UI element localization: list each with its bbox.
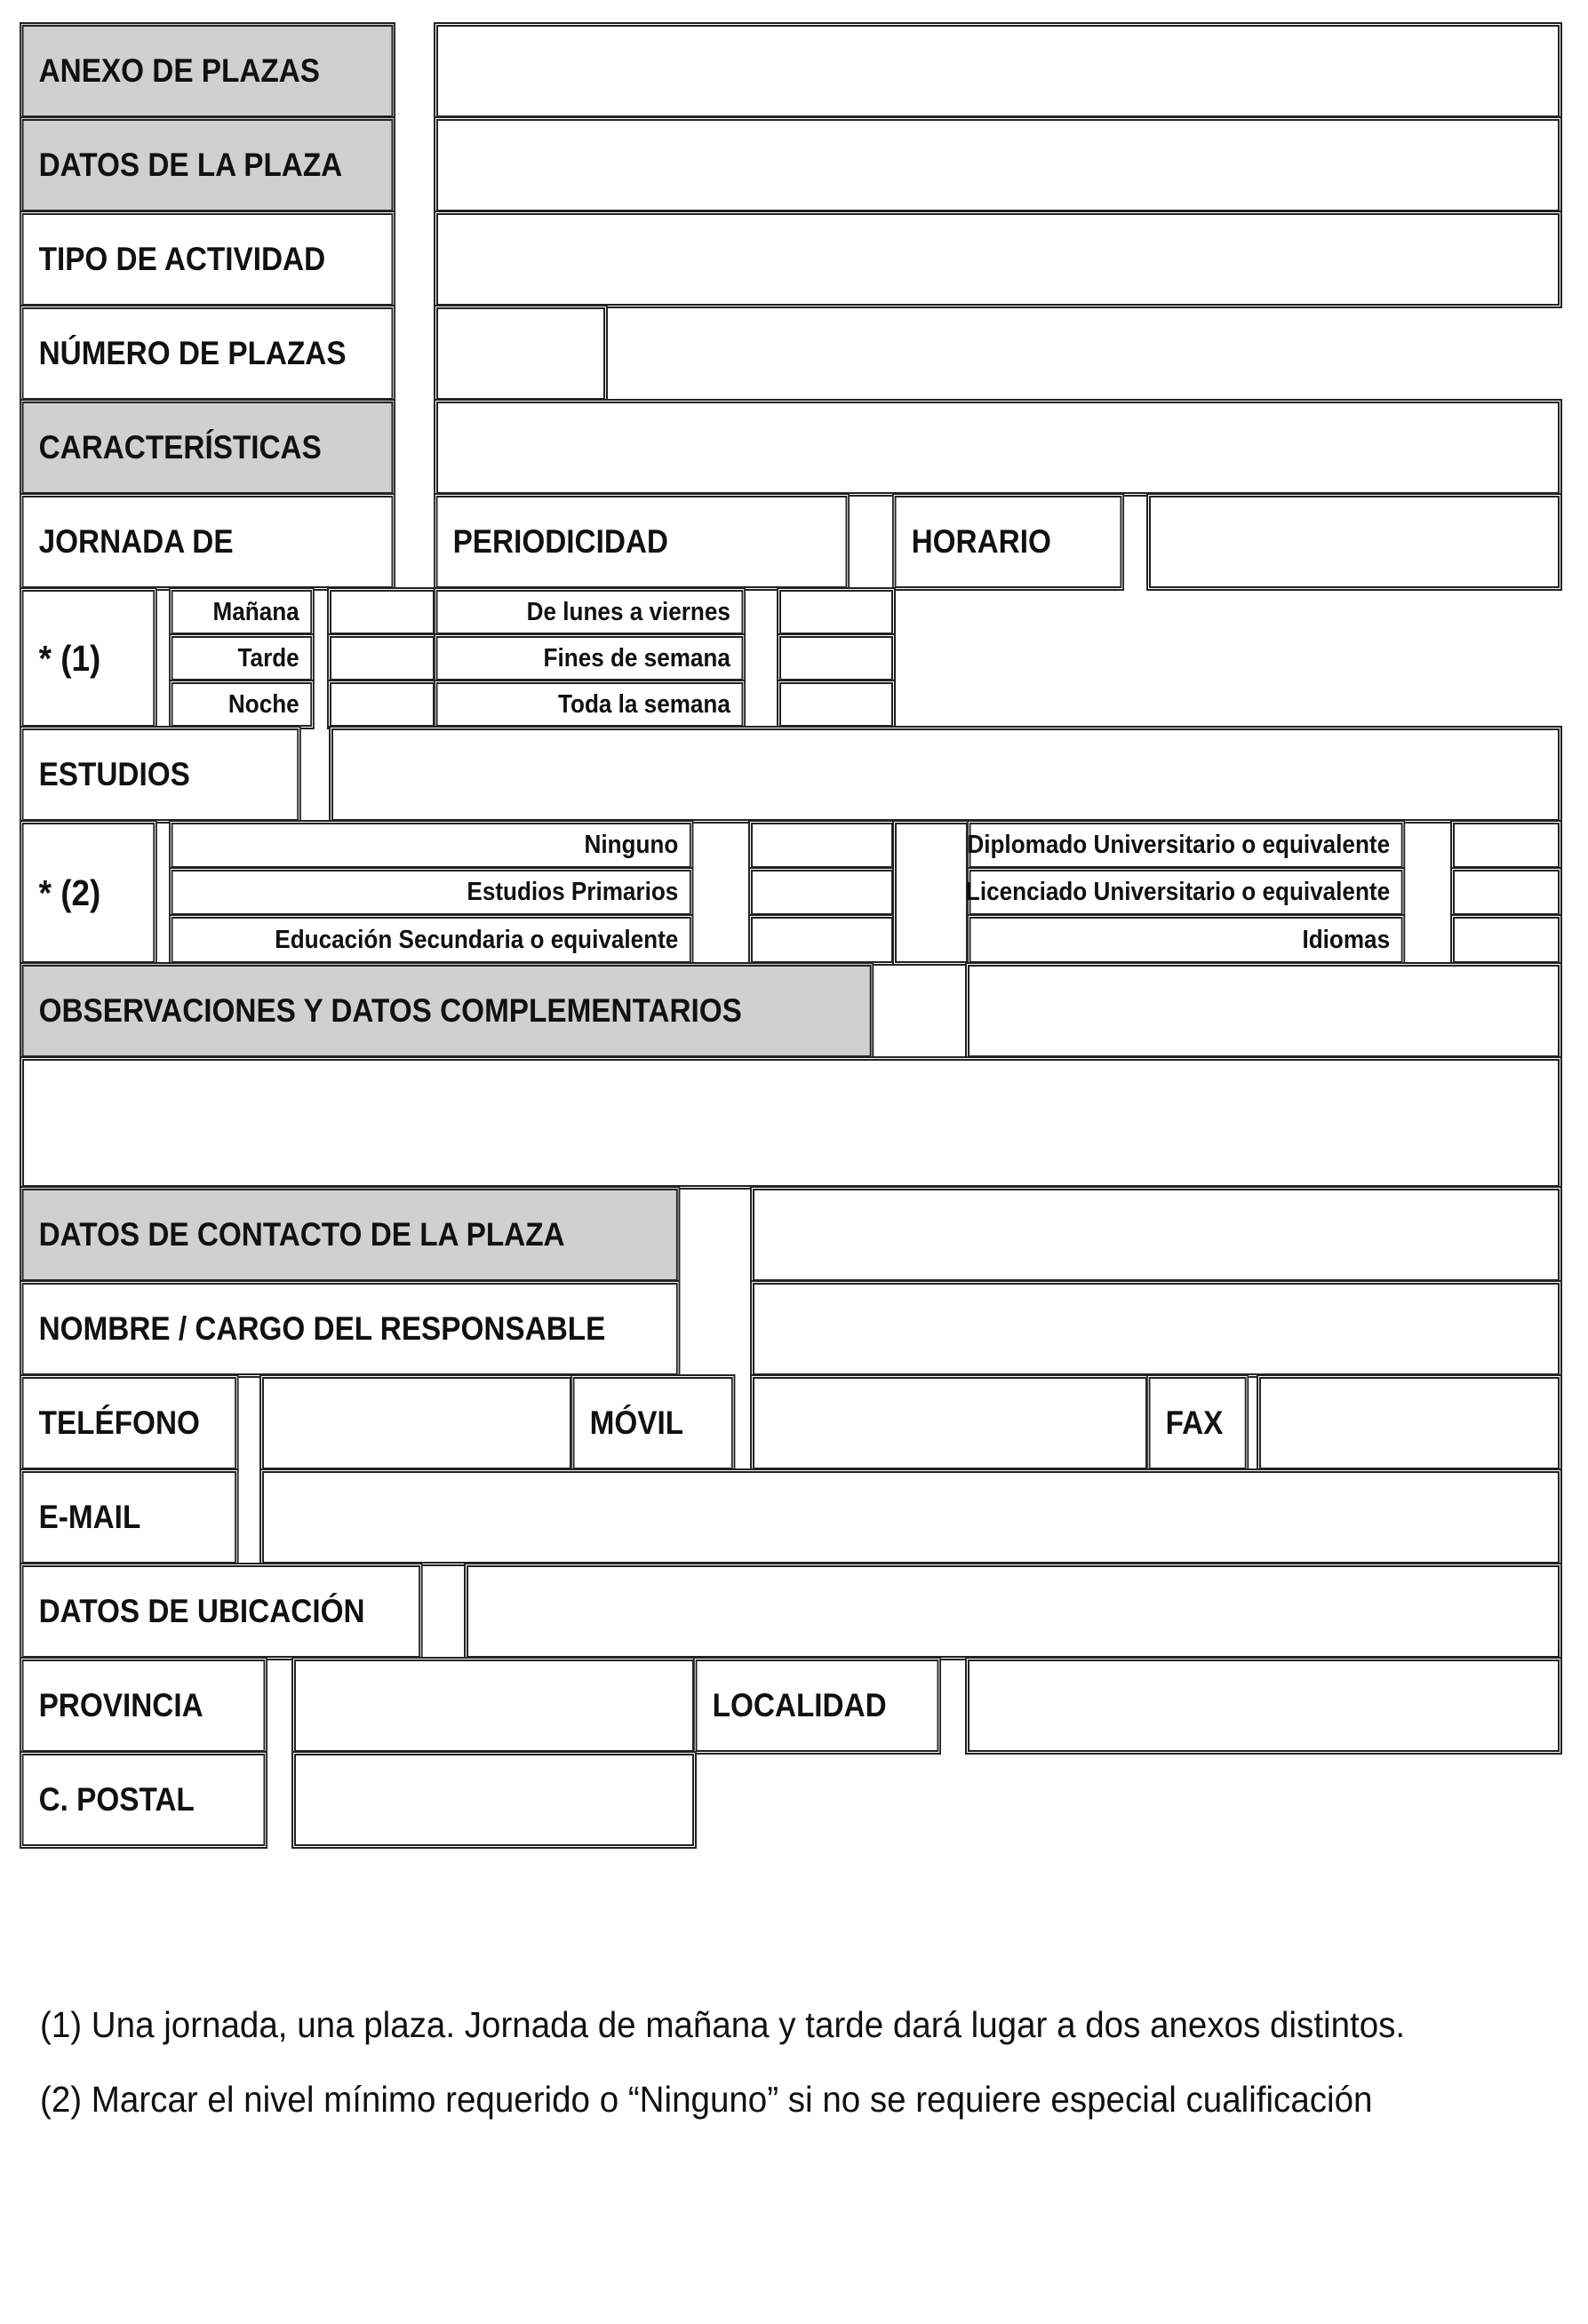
numero-plazas-field[interactable] <box>434 305 608 402</box>
provincia-field[interactable] <box>291 1657 697 1755</box>
estudios-primarios-checkbox[interactable] <box>748 867 896 918</box>
jornada-tarde-checkbox[interactable] <box>327 633 437 683</box>
estudios-option-secundaria: Educación Secundaria o equivalente <box>169 914 693 966</box>
horario-label: HORARIO <box>892 493 1124 591</box>
estudios-licenciado-checkbox[interactable] <box>1450 867 1562 918</box>
estudios-option-primarios: Estudios Primarios <box>169 867 693 918</box>
datos-ubicacion-label: DATOS DE UBICACIÓN <box>20 1563 423 1660</box>
periodicidad-label: PERIODICIDAD <box>434 493 850 591</box>
footnote-1: (1) Una jornada, una plaza. Jornada de mañana y tarde dará lugar a dos anexos distintos. <box>40 2004 1406 2045</box>
localidad-label: LOCALIDAD <box>693 1657 941 1755</box>
fax-label: FAX <box>1146 1374 1249 1472</box>
datos-ubicacion-bar <box>464 1563 1562 1660</box>
observaciones-field[interactable] <box>20 1056 1562 1190</box>
estudios-idiomas-checkbox[interactable] <box>1450 914 1562 966</box>
nombre-cargo-field[interactable] <box>750 1280 1562 1378</box>
datos-plaza-field[interactable] <box>434 116 1562 214</box>
estudios-label: ESTUDIOS <box>20 726 301 824</box>
periodicidad-option-lunes-viernes: De lunes a viernes <box>434 587 746 637</box>
nombre-cargo-label: NOMBRE / CARGO DEL RESPONSABLE <box>20 1280 680 1378</box>
footnote-2: (2) Marcar el nivel mínimo requerido o “Ninguno” si no se requiere especial cualificación <box>40 2079 1373 2120</box>
periodicidad-toda-semana-checkbox[interactable] <box>777 680 896 729</box>
movil-label: MÓVIL <box>571 1374 735 1472</box>
caracteristicas-bar <box>434 399 1562 497</box>
estudios-option-ninguno: Ninguno <box>169 820 693 871</box>
periodicidad-fines-semana-checkbox[interactable] <box>777 633 896 683</box>
caracteristicas-label: CARACTERÍSTICAS <box>20 399 395 497</box>
estudios-spacer <box>892 820 970 966</box>
estudios-option-idiomas: Idiomas <box>967 914 1405 966</box>
estudios-diplomado-checkbox[interactable] <box>1450 820 1562 871</box>
estudios-secundaria-checkbox[interactable] <box>748 914 896 966</box>
fax-field[interactable] <box>1257 1374 1562 1472</box>
jornada-manana-checkbox[interactable] <box>327 587 437 637</box>
estudios-option-licenciado: Licenciado Universitario o equivalente <box>967 867 1405 918</box>
periodicidad-option-toda-semana: Toda la semana <box>434 680 746 729</box>
estudios-option-diplomado: Diplomado Universitario o equivalente <box>967 820 1405 871</box>
telefono-field[interactable] <box>259 1374 574 1472</box>
provincia-label: PROVINCIA <box>20 1657 267 1755</box>
codigo-postal-field[interactable] <box>291 1751 697 1849</box>
datos-contacto-label: DATOS DE CONTACTO DE LA PLAZA <box>20 1186 680 1284</box>
observaciones-bar <box>965 962 1562 1060</box>
datos-plaza-label: DATOS DE LA PLAZA <box>20 116 395 214</box>
horario-field[interactable] <box>1146 493 1562 591</box>
email-label: E-MAIL <box>20 1468 239 1566</box>
anexo-plazas-field[interactable] <box>434 22 1562 120</box>
tipo-actividad-field[interactable] <box>434 211 1562 308</box>
jornada-option-noche: Noche <box>169 680 315 729</box>
jornada-de-label: JORNADA DE <box>20 493 395 591</box>
movil-field[interactable] <box>750 1374 1150 1472</box>
jornada-noche-checkbox[interactable] <box>327 680 437 729</box>
estudios-ninguno-checkbox[interactable] <box>748 820 896 871</box>
tipo-actividad-label: TIPO DE ACTIVIDAD <box>20 211 395 308</box>
email-field[interactable] <box>259 1468 1562 1566</box>
datos-contacto-bar <box>750 1186 1562 1284</box>
observaciones-label: OBSERVACIONES Y DATOS COMPLEMENTARIOS <box>20 962 874 1060</box>
jornada-option-tarde: Tarde <box>169 633 315 683</box>
note1-marker: * (1) <box>20 587 157 729</box>
codigo-postal-label: C. POSTAL <box>20 1751 267 1849</box>
anexo-plazas-label: ANEXO DE PLAZAS <box>20 22 395 120</box>
telefono-label: TELÉFONO <box>20 1374 239 1472</box>
periodicidad-lunes-viernes-checkbox[interactable] <box>777 587 896 637</box>
numero-plazas-label: NÚMERO DE PLAZAS <box>20 305 395 402</box>
periodicidad-option-fines-semana: Fines de semana <box>434 633 746 683</box>
localidad-field[interactable] <box>965 1657 1562 1755</box>
estudios-bar <box>329 726 1562 824</box>
note2-marker: * (2) <box>20 820 157 966</box>
jornada-option-manana: Mañana <box>169 587 315 637</box>
